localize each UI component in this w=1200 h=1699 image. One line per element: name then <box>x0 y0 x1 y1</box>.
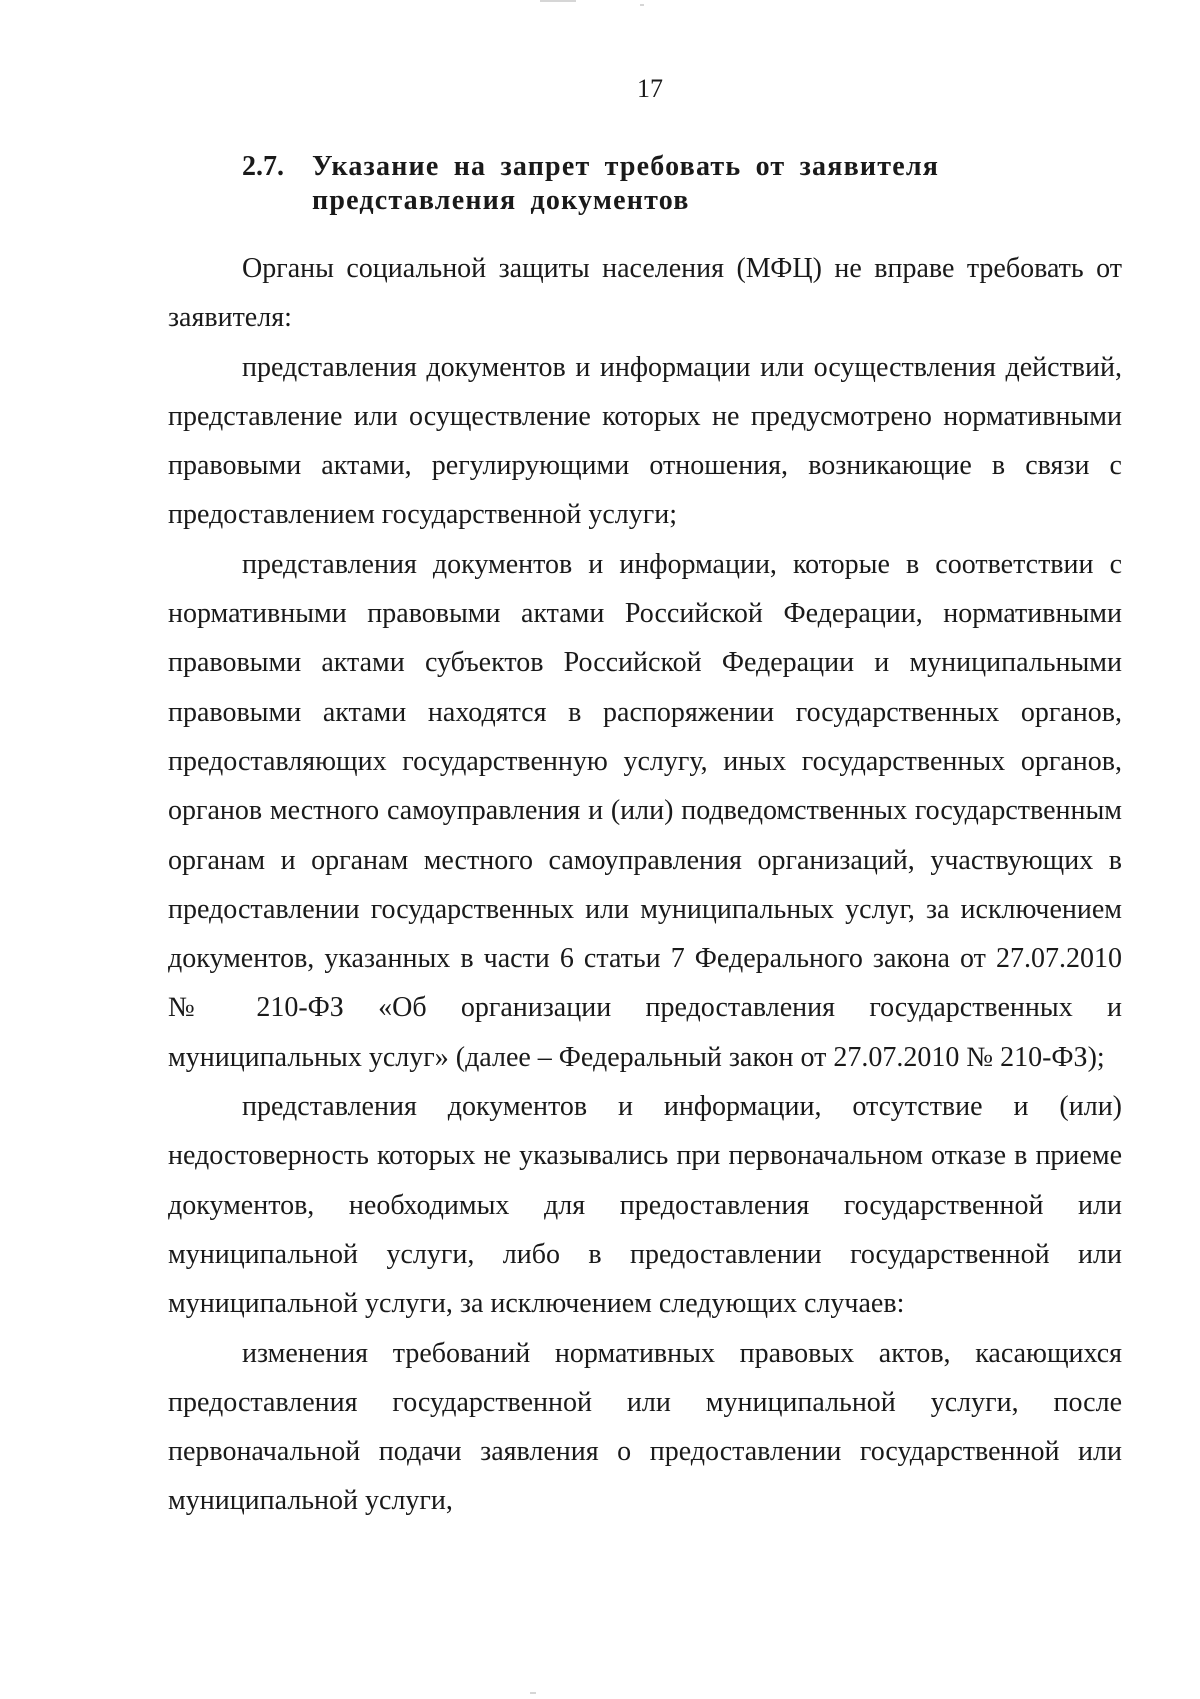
page-number: 17 <box>637 74 663 103</box>
section-title: Указание на запрет требовать от заявителя представления документов <box>312 151 940 216</box>
paragraph-item: представления документов и информации, отсутствие и (или) недостоверность которых не указывались при первоначальном отказе в приеме документов, необходимых для предоставления государственной или муниципальной услуги, либо в предоставлении государственной или муниципальной услуги, за исключением следующих случаев: <box>168 1091 1122 1320</box>
scan-artifact <box>640 4 644 6</box>
section-number: 2.7. <box>242 151 284 182</box>
scan-artifact <box>540 0 576 2</box>
scan-artifact <box>530 1692 536 1694</box>
paragraph-item: представления документов и информации, которые в соответствии с нормативными правовыми актами Российской Федерации, нормативными правовыми актами субъектов Российской Федерации и муниципальными правовыми актами находятся в распоряжении государственных органов, предоставляющих государственную услугу, иных государственных органов, органов местного самоуправления и (или) подведомственных государственным органам и органам местного самоуправления организаций, участвующих в предоставлении государственных или муниципальных услуг, за исключением документов, указанных в части 6 статьи 7 Федерального закона от 27.07.2010 № 210-ФЗ «Об организации предоставления государственных и муниципальных услуг» (далее – Федеральный закон от 27.07.2010 № 210-ФЗ); <box>168 548 1122 1073</box>
paragraph-intro: Органы социальной защиты населения (МФЦ) не вправе требовать от заявителя: <box>168 253 1122 334</box>
section-heading <box>242 150 1122 218</box>
paragraph-item: изменения требований нормативных правовых актов, касающихся предоставления государственной или муниципальной услуги, после первоначальной подачи заявления о предоставлении государственной или муниципальной услуги, <box>168 1337 1122 1517</box>
body-text <box>168 244 1122 1526</box>
paragraph-item: представления документов и информации или осуществления действий, представление или осуществление которых не предусмотрено нормативными правовыми актами, регулирующими отношения, возникающие в связи с предоставлением государственной услуги; <box>168 351 1122 531</box>
